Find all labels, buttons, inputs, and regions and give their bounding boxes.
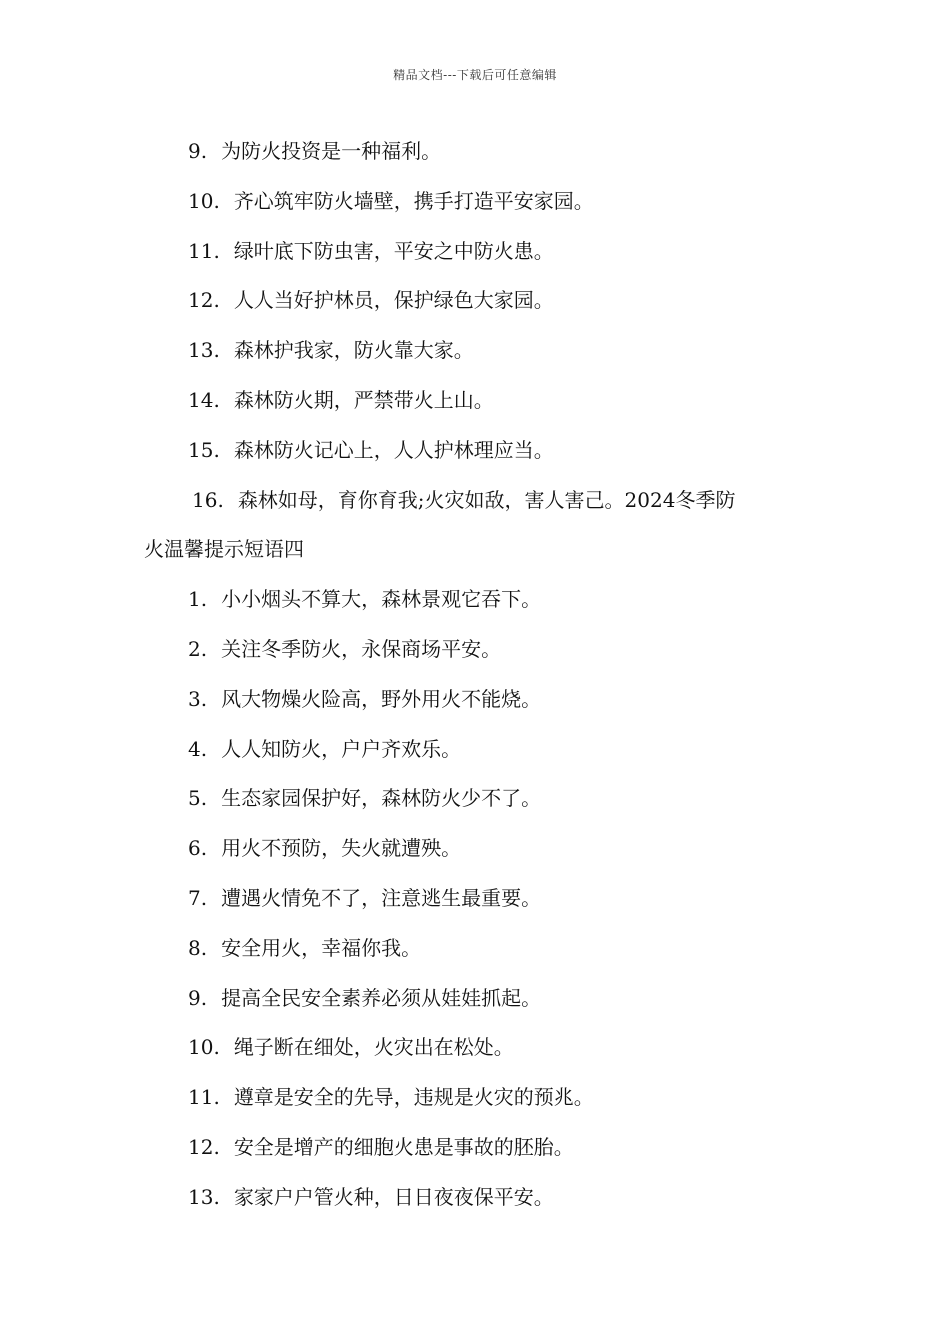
item-number: 13. (188, 1184, 220, 1209)
item-number: 10. (188, 188, 220, 213)
item-text: 遭遇火情免不了，注意逃生最重要。 (221, 885, 542, 910)
list-item (0, 281, 950, 331)
item-number: 1. (188, 587, 208, 612)
item-text: 关注冬季防火，永保商场平安。 (221, 636, 502, 661)
section-heading-text: 火温馨提示短语四 (144, 537, 304, 562)
list-item (0, 829, 950, 879)
item-text: 森林防火期，严禁带火上山。 (233, 387, 494, 412)
item-number: 5. (188, 786, 208, 811)
item-number: 16. (192, 487, 224, 512)
item-text: 绿叶底下防虫害，平安之中防火患。 (233, 238, 554, 263)
list-item (0, 979, 950, 1029)
item-number: 11. (188, 1085, 220, 1110)
list-item (0, 580, 950, 630)
item-text: 森林护我家，防火靠大家。 (233, 338, 474, 363)
item-text: 小小烟头不算大，森林景观它吞下。 (221, 587, 542, 612)
page-header: 精品文档---下载后可任意编辑 (393, 68, 557, 82)
list-item (0, 431, 950, 481)
item-number: 10. (188, 1035, 220, 1060)
item-number: 14. (188, 387, 220, 412)
list-item (0, 1178, 950, 1228)
item-text: 用火不预防，失火就遭殃。 (221, 836, 462, 861)
list-item-paragraph (0, 481, 950, 531)
item-number: 7. (188, 885, 208, 910)
item-text: 森林如母，育你育我;火灾如敌，害人害己。2024冬季防 (237, 487, 736, 512)
list-item (0, 779, 950, 829)
list-item (0, 1078, 950, 1128)
item-text: 人人当好护林员，保护绿色大家园。 (233, 288, 554, 313)
item-number: 8. (188, 935, 208, 960)
item-text: 生态家园保护好，森林防火少不了。 (221, 786, 542, 811)
list-item (0, 630, 950, 680)
item-number: 9. (188, 139, 208, 163)
list-item (0, 1128, 950, 1178)
item-number: 15. (188, 437, 220, 462)
list-item (0, 680, 950, 730)
item-text: 安全是增产的细胞火患是事故的胚胎。 (233, 1134, 574, 1159)
item-number: 13. (188, 338, 220, 363)
list-item (0, 1028, 950, 1078)
item-text: 森林防火记心上，人人护林理应当。 (233, 437, 554, 462)
paragraph-continuation (0, 530, 950, 580)
item-number: 4. (188, 736, 208, 761)
list-item (0, 929, 950, 979)
list-item (0, 132, 950, 182)
item-text: 齐心筑牢防火墙壁，携手打造平安家园。 (233, 188, 594, 213)
list-item (0, 879, 950, 929)
item-text: 绳子断在细处，火灾出在松处。 (233, 1035, 514, 1060)
list-item (0, 730, 950, 780)
list-item (0, 182, 950, 232)
item-text: 为防火投资是一种福利。 (221, 139, 442, 163)
document-body (0, 132, 950, 1228)
item-text: 家家户户管火种，日日夜夜保平安。 (233, 1184, 554, 1209)
item-number: 12. (188, 288, 220, 313)
list-item (0, 381, 950, 431)
item-number: 6. (188, 836, 208, 861)
item-text: 人人知防火，户户齐欢乐。 (221, 736, 462, 761)
item-number: 12. (188, 1134, 220, 1159)
list-item (0, 331, 950, 381)
item-number: 2. (188, 636, 208, 661)
item-number: 11. (188, 238, 220, 263)
item-number: 3. (188, 686, 208, 711)
list-item (0, 232, 950, 282)
item-number: 9. (188, 985, 208, 1010)
item-text: 安全用火，幸福你我。 (221, 935, 422, 960)
item-text: 遵章是安全的先导，违规是火灾的预兆。 (233, 1085, 594, 1110)
item-text: 提高全民安全素养必须从娃娃抓起。 (221, 985, 542, 1010)
item-text: 风大物燥火险高，野外用火不能烧。 (221, 686, 542, 711)
